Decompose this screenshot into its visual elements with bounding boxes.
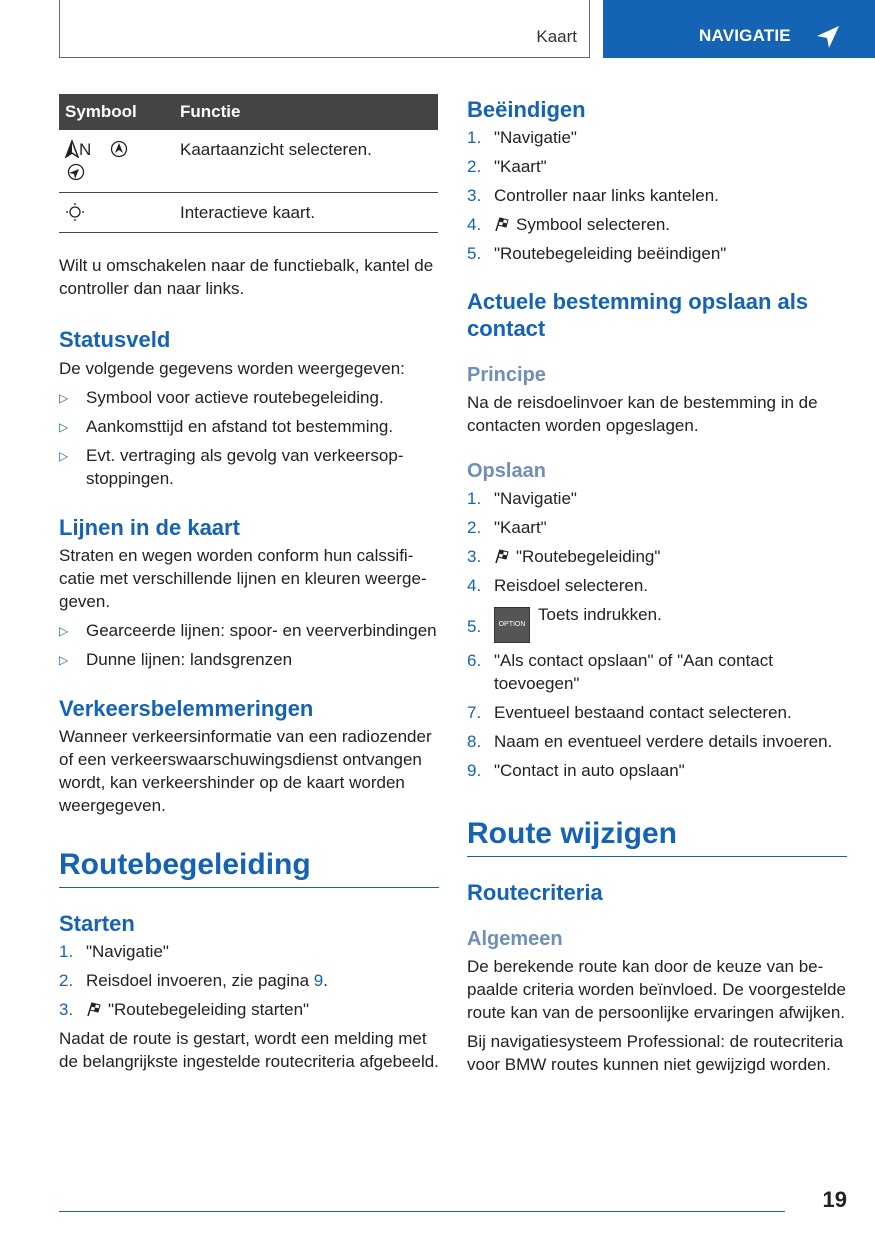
checkered-flag-icon: [494, 548, 510, 564]
left-column: [59, 94, 439, 1073]
page-number: 19: [822, 1187, 847, 1212]
list-item: 9. "Contact in auto opslaan": [467, 761, 685, 780]
heading-route-wijzigen: Route wijzigen: [467, 816, 847, 857]
section-title: Kaart: [536, 27, 577, 46]
navigation-tab-label: NAVIGATIE: [699, 26, 791, 45]
heading-actuele-bestemming: Actuele bestemming opslaan als contact: [467, 289, 809, 341]
list-item: ▷ Symbool voor actieve routebegeleiding.: [59, 386, 439, 409]
list-item: ▷ Evt. vertraging als gevolg van verkeersopstoppingen.: [59, 446, 404, 488]
lijnen-list: [59, 619, 439, 671]
heading-lijnen: Lijnen in de kaart: [59, 515, 240, 540]
heading-principe: Principe: [467, 364, 546, 386]
north-label: N: [79, 140, 92, 159]
bullet-triangle-icon: ▷: [59, 420, 69, 434]
direction-up-icon: [110, 140, 128, 158]
heading-algemeen: Algemeen: [467, 928, 563, 950]
footer-divider: [59, 1211, 785, 1212]
perspective-view-icon: [65, 163, 87, 181]
list-item: 7. Eventueel bestaand contact selecteren.: [467, 703, 792, 722]
list-item: 4. Symbool selecteren.: [467, 215, 671, 234]
bullet-triangle-icon: ▷: [59, 624, 69, 638]
list-item: 2. Reisdoel invoeren, zie pagina 9.: [59, 971, 328, 990]
heading-starten: Starten: [59, 911, 135, 936]
list-item: 8. Naam en eventueel verdere details invoeren.: [467, 732, 833, 751]
option-button-icon: OPTION: [494, 607, 530, 643]
table-row: [59, 193, 438, 233]
principe-text: Na de reisdoelinvoer kan de bestemming in de contacten worden opgeslagen.: [467, 393, 818, 435]
checkered-flag-icon: [86, 1001, 102, 1017]
list-item: 6. "Als contact opslaan" of "Aan contact toevoegen": [467, 651, 773, 693]
starten-steps: [59, 940, 439, 1021]
table-row: [59, 130, 438, 193]
heading-opslaan: Opslaan: [467, 460, 546, 482]
list-item: 3. "Routebegeleiding": [467, 547, 661, 566]
list-item: ▷ Gearceerde lijnen: spoor- en veerverbindingen: [59, 619, 439, 642]
algemeen-text-1: De berekende route kan door de keuze van bepaalde criteria worden beïnvloed. De voorgestelde route kan van de persoonlijke ervaringen afwijken.: [467, 957, 846, 1022]
north-arrow-icon: [65, 140, 79, 158]
list-item: 5. "Routebegeleiding beëindigen": [467, 244, 727, 263]
symbol-table: [59, 94, 438, 233]
table-header-function: Functie: [174, 94, 438, 130]
beeindigen-steps: [467, 126, 847, 265]
navigation-arrow-icon: [815, 24, 841, 50]
algemeen-text-2: Bij navigatiesysteem Professional: de routecriteria voor BMW routes kunnen niet gewijzigd worden.: [467, 1032, 844, 1074]
heading-beeindigen: Beëindigen: [467, 97, 586, 122]
list-item: ▷ Aankomsttijd en afstand tot bestemming.: [59, 415, 439, 438]
bullet-triangle-icon: ▷: [59, 391, 69, 405]
intro-text: Wilt u omschakelen naar de functiebalk, kantel de controller dan naar links.: [59, 256, 434, 298]
list-item: 1. "Navigatie": [467, 128, 577, 147]
list-item: 4. Reisdoel selecteren.: [467, 576, 649, 595]
list-item: 2. "Kaart": [467, 518, 547, 537]
table-header-symbol: Symbool: [59, 94, 174, 130]
navigation-tab: [603, 0, 875, 58]
heading-verkeer: Verkeersbelemmeringen: [59, 696, 314, 721]
statusveld-text: De volgende gegevens worden weergegeven:: [59, 359, 405, 378]
interactive-map-function: Interactieve kaart.: [174, 193, 438, 233]
interactive-map-icon: [65, 202, 85, 222]
statusveld-list: [59, 386, 439, 490]
list-item: 2. "Kaart": [467, 157, 547, 176]
opslaan-steps: [467, 487, 847, 782]
right-column: [467, 94, 847, 1076]
verkeer-text: Wanneer verkeersinformatie van een radiozender of een verkeerswaarschuwingsdienst ontvangen wordt, kan verkeershinder op de kaart worden weergegeven.: [59, 727, 432, 815]
list-item: 5. OPTIONToets indrukken.: [467, 603, 847, 643]
list-item: 3. "Routebegeleiding starten": [59, 1000, 310, 1019]
header-box: [59, 0, 590, 58]
heading-routebegeleiding: Routebegeleiding: [59, 847, 439, 888]
lijnen-text: Straten en wegen worden conform hun calssificatie met verschillende lijnen en kleuren weergegeven.: [59, 546, 427, 611]
page-link[interactable]: 9: [313, 971, 324, 990]
bullet-triangle-icon: ▷: [59, 653, 69, 667]
bullet-triangle-icon: ▷: [59, 449, 69, 463]
list-item: 1. "Navigatie": [467, 489, 577, 508]
starten-after-text: Nadat de route is gestart, wordt een melding met de belangrijkste ingestelde routecriteria afgebeeld.: [59, 1029, 439, 1071]
list-item: 3. Controller naar links kantelen.: [467, 186, 719, 205]
heading-statusveld: Statusveld: [59, 327, 171, 352]
checkered-flag-icon: [494, 216, 510, 232]
list-item: ▷ Dunne lijnen: landsgrenzen: [59, 648, 439, 671]
heading-routecriteria: Routecriteria: [467, 880, 603, 905]
list-item: 1. "Navigatie": [59, 942, 169, 961]
map-view-symbols: [59, 130, 174, 193]
map-view-function: Kaartaanzicht selecteren.: [174, 130, 438, 193]
